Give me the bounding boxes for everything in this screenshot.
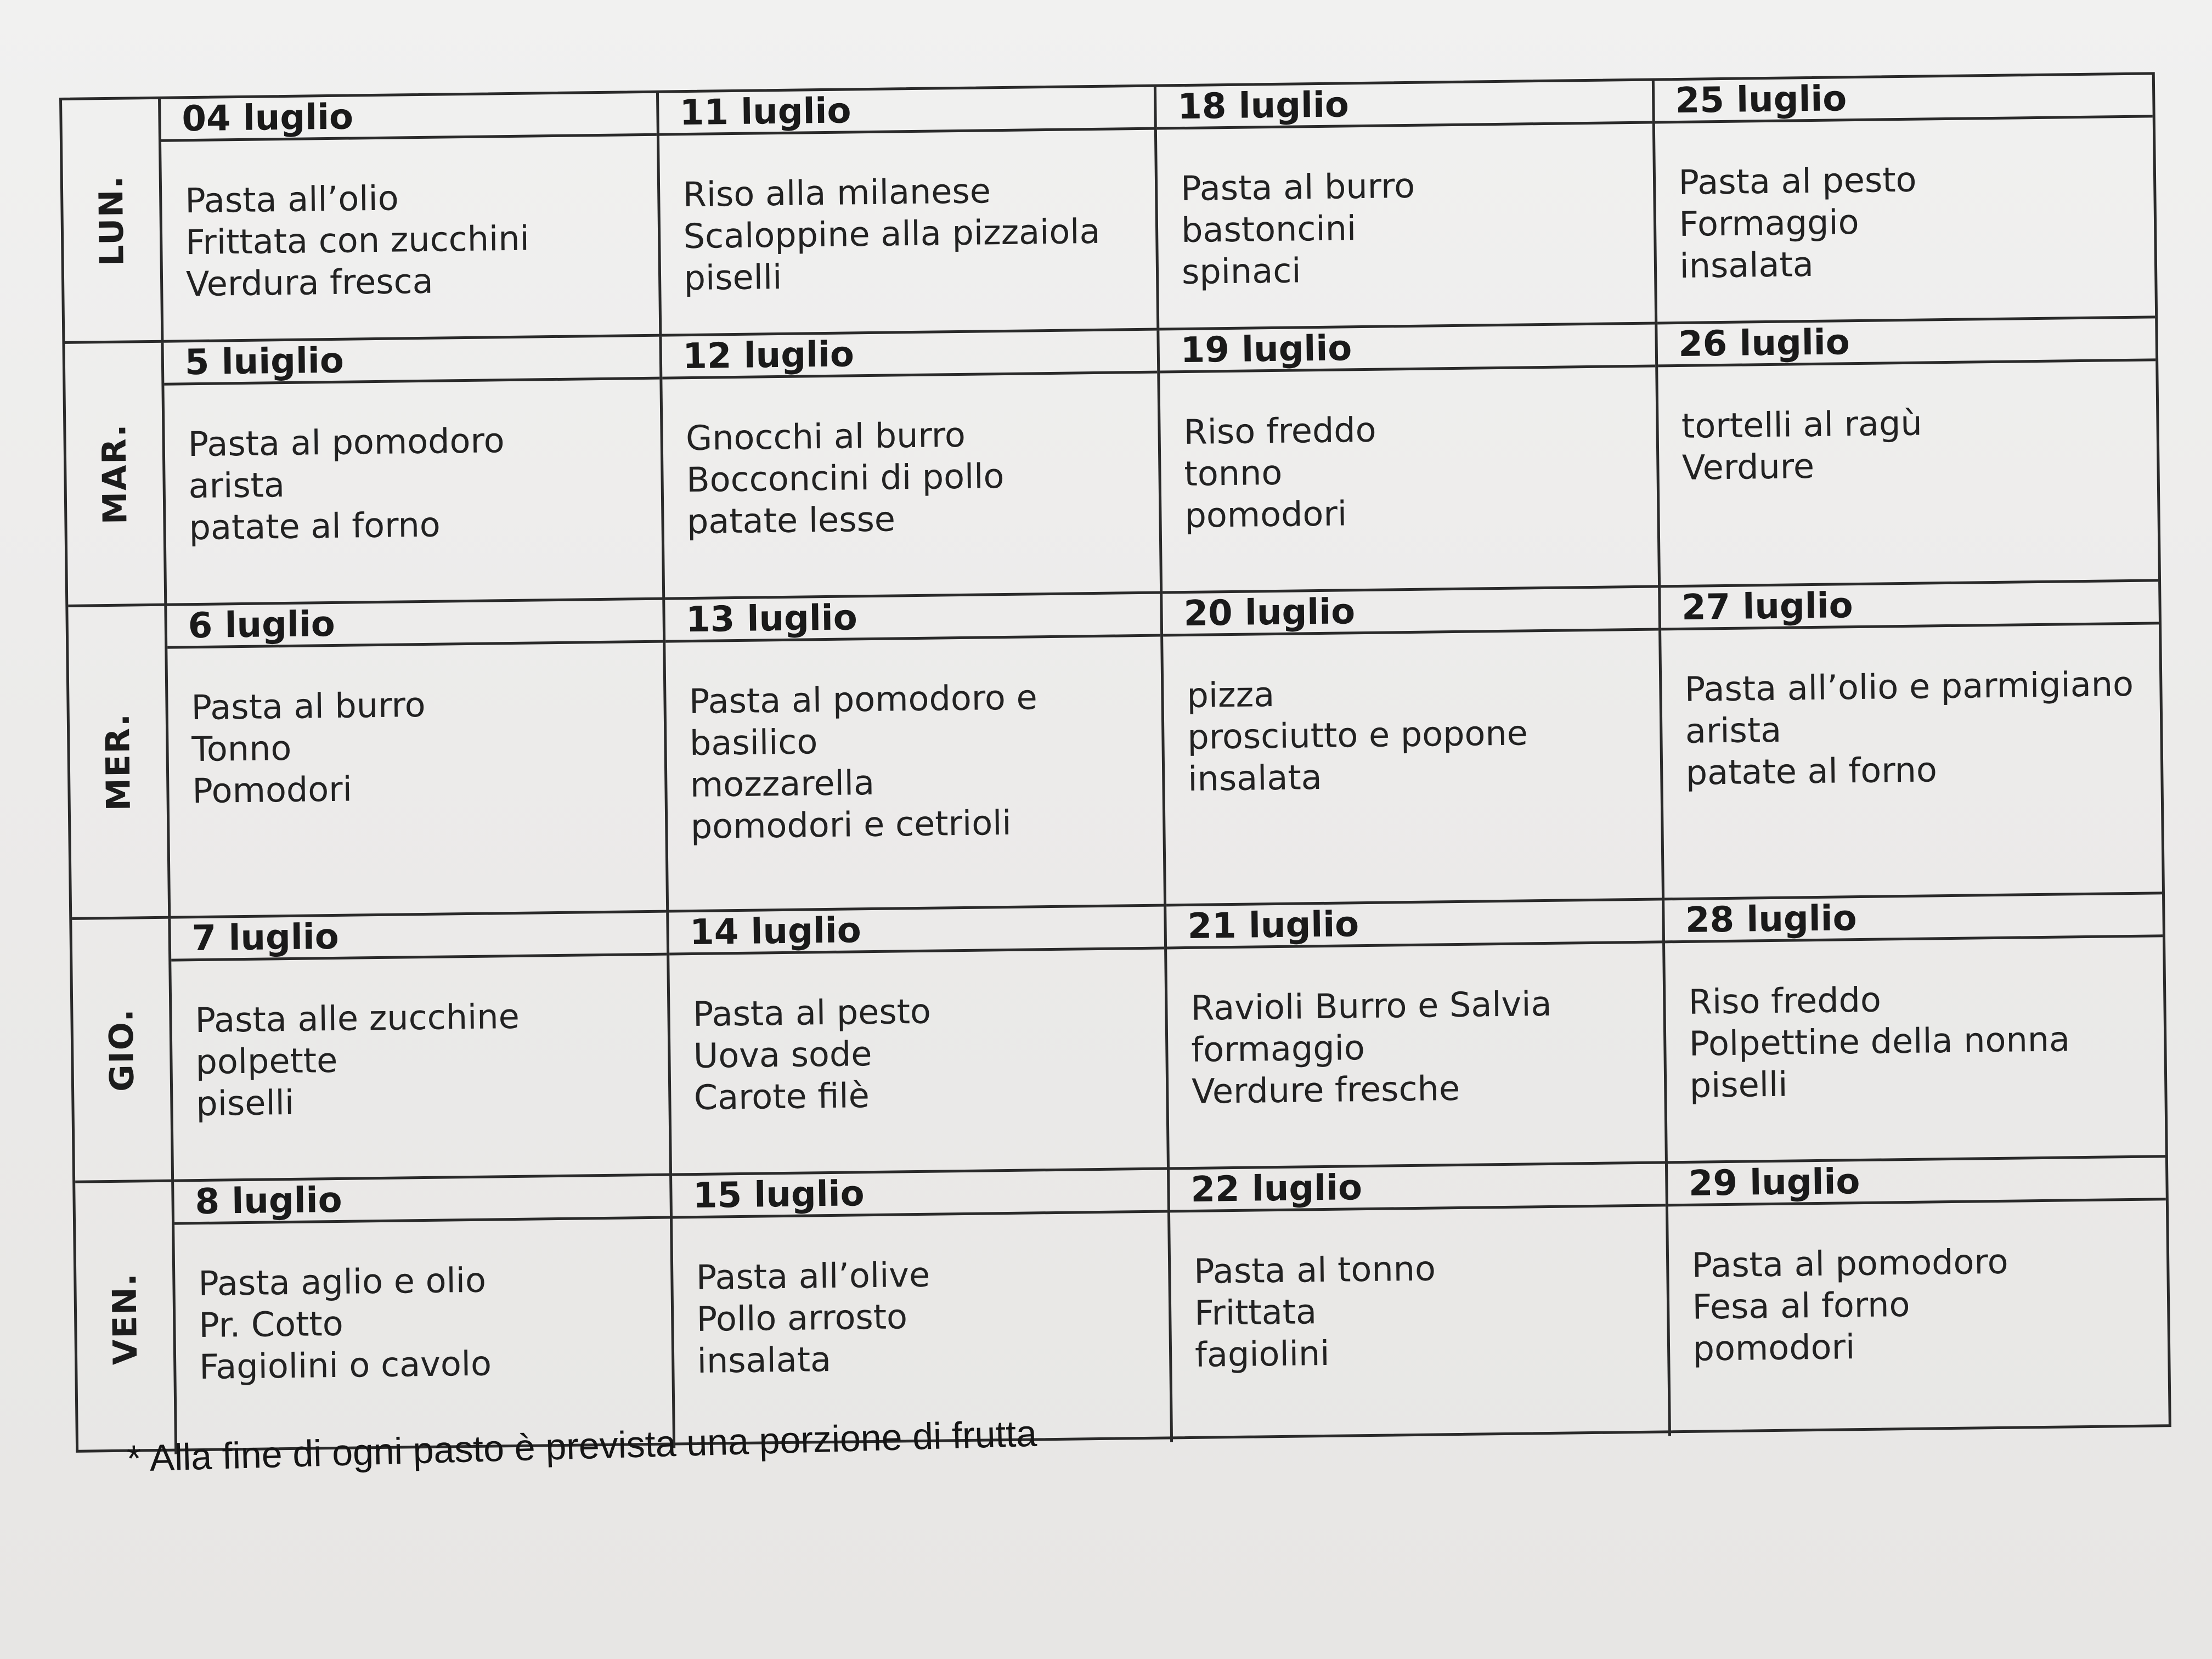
day-label: VEN. [105,1272,145,1365]
menu-cell [662,331,1163,600]
dish-item: Pr. Cotto [198,1303,344,1346]
dish-item: Fagiolini o cavolo [199,1343,492,1387]
dish-item: Tonno [191,727,292,770]
date-label: 21 luglio [1166,900,1662,949]
dish-list [1167,943,1664,1113]
dish-item: pomodori e cetrioli [690,802,1012,847]
dish-item: Formaggio [1679,201,1860,244]
dish-list [167,643,664,812]
dish-list [174,1219,672,1389]
dish-item: pomodori [1184,493,1347,535]
dish-list [1665,937,2165,1107]
dish-item: Uova sode [693,1034,872,1076]
dish-item: patate lesse [686,499,896,542]
dish-item: Pasta al tonno [1193,1248,1436,1291]
menu-cell [669,906,1170,1176]
menu-cell [1657,318,2158,588]
dish-item: Frittata con zucchini [185,218,530,263]
date-label: 20 luglio [1163,588,1658,636]
dish-item: Riso freddo [1688,979,1882,1022]
dish-item: Polpettine della nonna [1689,1019,2070,1064]
dish-item: tonno [1184,452,1283,494]
dish-item: Bocconcini di pollo [686,456,1005,500]
date-label: 7 luglio [171,913,666,962]
menu-cell [1170,1164,1671,1442]
day-cell [65,343,167,607]
menu-sheet [59,72,2171,1452]
dish-list [1655,117,2154,287]
day-label: MER. [98,712,138,811]
dish-item: Pasta all’olio [184,178,399,221]
dish-item: mozzarella [690,762,875,805]
dish-item: Pomodori [192,769,353,811]
date-label: 28 luglio [1664,894,2163,943]
date-label: 29 luglio [1667,1158,2165,1206]
menu-cell [163,337,664,606]
menu-cell [658,87,1159,337]
dish-list [659,130,1156,300]
dish-item: Pasta al pesto [1678,159,1917,202]
dish-item: insalata [1187,757,1323,799]
date-label: 8 luglio [174,1176,669,1225]
dish-item: bastoncini [1181,208,1357,251]
dish-item: Fesa al forno [1692,1284,1910,1327]
dish-list [662,374,1159,543]
dish-list [1661,624,2161,794]
dish-item: Pasta al pesto [692,991,932,1035]
dish-item: polpette [195,1040,338,1082]
dish-item: Pasta aglio e olio [198,1260,487,1304]
day-label: LUN. [92,174,132,266]
dish-list [171,956,668,1125]
dish-item: piselli [195,1082,295,1124]
dish-item: Pasta alle zucchine [195,996,520,1041]
dish-list [669,950,1166,1119]
date-label: 22 luglio [1170,1164,1665,1212]
dish-item: Ravioli Burro e Salvia [1190,983,1552,1028]
dish-list [1170,1206,1667,1376]
day-cell [75,1182,177,1455]
dish-item: Pasta al burro [191,684,426,728]
day-label: MAR. [94,422,135,524]
dish-item: insalata [1679,244,1814,286]
dish-list [665,637,1163,848]
dish-item: arista [1685,709,1782,751]
menu-cell [161,93,662,343]
footnote: * Alla fine di ogni pasto è prevista una porzione di frutta [126,1412,1038,1480]
dish-list [1157,124,1654,294]
day-cell [68,606,171,920]
menu-cell [672,1170,1173,1448]
date-label: 27 luglio [1661,582,2159,630]
day-cell [62,99,163,344]
dish-item: Verdura fresca [185,261,434,304]
dish-item: Gnocchi al burro [685,414,966,459]
menu-cell [665,594,1166,912]
dish-item: basilico [689,721,818,764]
menu-cell [1163,588,1664,906]
menu-cell [1156,81,1657,330]
date-label: 26 luglio [1657,318,2155,367]
dish-item: spinaci [1181,250,1301,292]
dish-item: patate al forno [1685,749,1938,793]
date-label: 19 luglio [1159,325,1655,374]
day-cell [72,919,174,1183]
date-label: 18 luglio [1156,81,1652,130]
dish-item: Pasta all’olive [696,1254,930,1297]
dish-list [161,136,658,306]
date-label: 5 luiglio [163,337,659,386]
dish-item: formaggio [1190,1028,1365,1070]
dish-item: patate al forno [189,504,441,548]
dish-item: piselli [1689,1064,1788,1105]
dish-item: Pasta al burro [1180,165,1415,209]
menu-cell [1166,900,1667,1170]
date-label: 6 luglio [167,600,662,649]
dish-item: Pollo arrosto [696,1296,908,1339]
date-label: 04 luglio [161,93,656,142]
menu-cell [1664,894,2165,1164]
dish-item: Carote filè [693,1075,870,1118]
dish-list [1658,361,2157,489]
dish-item: Riso freddo [1183,409,1377,453]
dish-item: pomodori [1692,1327,1855,1369]
dish-item: Verdure fresche [1191,1068,1460,1111]
date-label: 11 luglio [658,87,1154,136]
dish-item: tortelli al ragù [1681,403,1923,446]
dish-item: Pasta al pomodoro e [689,677,1038,722]
date-label: 12 luglio [662,331,1157,380]
dish-item: Scaloppine alla pizzaiola [683,211,1101,257]
menu-cell [171,913,672,1182]
dish-item: Riso alla milanese [682,171,991,215]
dish-item: piselli [684,256,782,298]
dish-list [673,1212,1170,1382]
menu-cell [167,600,668,919]
date-label: 13 luglio [665,594,1160,643]
day-label: GIO. [101,1007,142,1092]
menu-cell [1667,1158,2168,1436]
menu-cell [1654,75,2155,324]
dish-list [164,380,661,549]
menu-cell [174,1176,675,1454]
dish-item: fagiolini [1194,1333,1330,1375]
menu-cell [1159,324,1660,594]
date-label: 15 luglio [672,1170,1167,1218]
dish-list [1160,368,1657,537]
dish-list [1163,630,1660,800]
dish-item: Pasta al pomodoro [1691,1241,2008,1285]
date-label: 25 luglio [1654,75,2152,123]
dish-item: Pasta all’olio e parmigiano [1684,663,2134,709]
dish-item: Verdure [1681,445,1815,488]
dish-item: Pasta al pomodoro [188,420,505,465]
dish-item: prosciutto e popone [1187,713,1528,757]
dish-item: insalata [697,1339,832,1381]
dish-item: pizza [1187,674,1275,715]
dish-item: Frittata [1194,1291,1317,1333]
date-label: 14 luglio [669,907,1164,956]
menu-cell [1661,582,2162,900]
menu-table [59,72,2171,1452]
dish-item: arista [188,465,285,506]
dish-list [1668,1200,2168,1370]
